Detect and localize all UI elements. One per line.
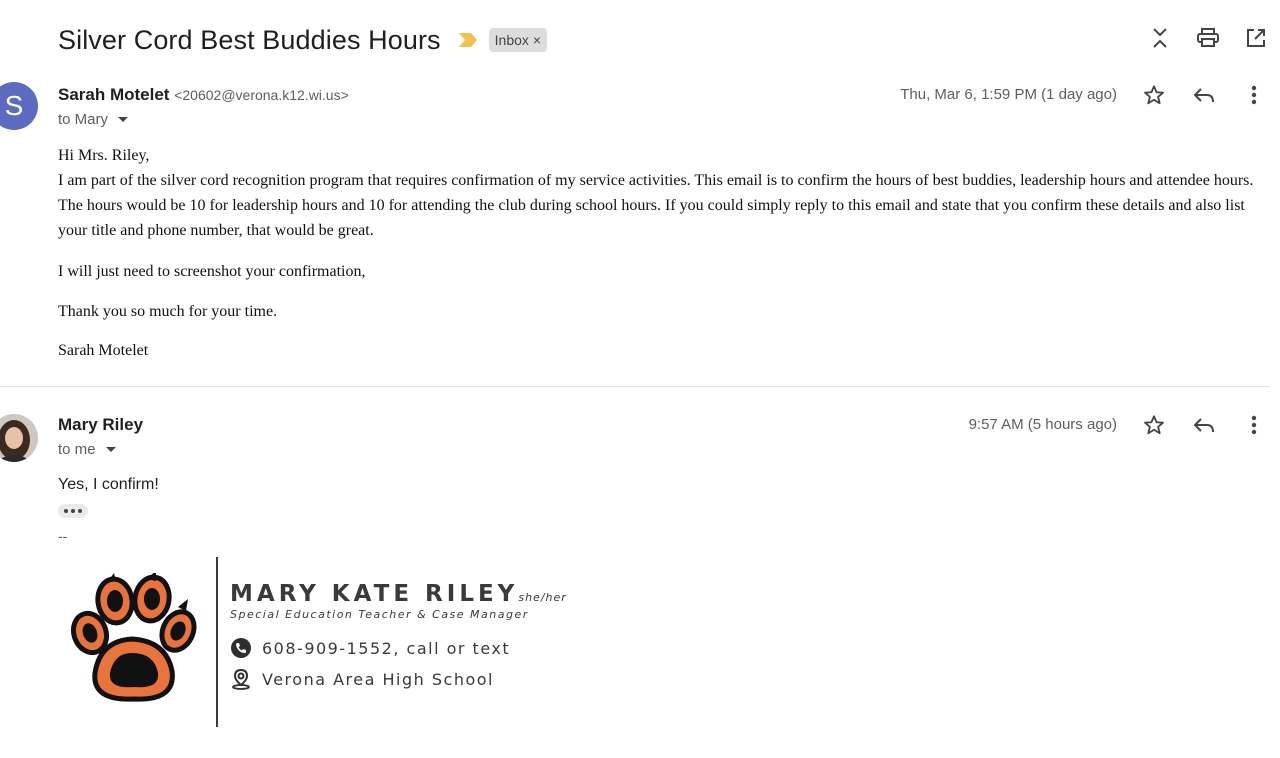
thread-subject: Silver Cord Best Buddies Hours — [58, 24, 441, 55]
importance-marker-icon[interactable] — [459, 33, 477, 47]
email-signature — [70, 557, 610, 727]
signature-divider — [216, 557, 218, 727]
signature-separator: -- — [58, 528, 68, 544]
phone-icon — [230, 637, 252, 659]
message-divider — [0, 386, 1270, 387]
show-trimmed-content-button[interactable] — [58, 504, 88, 518]
recipients-toggle[interactable] — [58, 111, 128, 128]
body-paragraph: I am part of the silver cord recognition program that requires confirmation of my service activities. This email is to confirm the hours of best buddies, leadership hours and attendee hours. The hours would be 10 for leadership hours and 10 for attending the club during school hours. If you could simply reply to this email and state that you confirm these details and also list your title and phone number, that would be great. — [58, 172, 1254, 239]
more-options-icon[interactable] — [1242, 83, 1266, 107]
signature-title: Special Education Teacher & Case Manager — [230, 608, 529, 621]
inbox-label-chip[interactable] — [489, 28, 547, 52]
message-actions — [1142, 413, 1266, 437]
greeting: Hi Mrs. Riley, — [58, 147, 150, 164]
chevron-down-icon[interactable] — [106, 447, 116, 452]
sender-name[interactable]: Sarah Motelet — [58, 85, 170, 104]
recipients-text: to me — [58, 441, 96, 458]
avatar[interactable]: S — [0, 82, 38, 130]
message-date: 9:57 AM (5 hours ago) — [968, 416, 1117, 433]
location-pin-icon — [230, 668, 252, 690]
signature-pronouns: she/her — [518, 591, 567, 604]
message-date: Thu, Mar 6, 1:59 PM (1 day ago) — [900, 86, 1117, 103]
message-body: Yes, I confirm! — [58, 476, 159, 493]
signature-phone-row — [230, 637, 510, 659]
signature-location: Verona Area High School — [262, 669, 494, 689]
signature-location-row — [230, 668, 494, 690]
recipients-toggle[interactable] — [58, 441, 116, 458]
label-text: Inbox — [494, 32, 529, 48]
reply-icon[interactable] — [1192, 413, 1216, 437]
message-body — [58, 143, 1258, 363]
signoff: Sarah Motelet — [58, 342, 149, 359]
recipients-text: to Mary — [58, 111, 109, 128]
avatar[interactable] — [0, 414, 38, 462]
thread-toolbar — [1148, 26, 1268, 50]
subject-row — [58, 20, 547, 60]
body-paragraph: Thank you so much for your time. — [58, 303, 278, 320]
expand-collapse-icon[interactable] — [1148, 26, 1172, 50]
reply-icon[interactable] — [1192, 83, 1216, 107]
chevron-down-icon[interactable] — [118, 117, 128, 122]
remove-label-icon[interactable]: × — [532, 32, 542, 48]
signature-name-line — [230, 581, 567, 607]
sender-name[interactable]: Mary Riley — [58, 415, 144, 434]
paw-logo-icon — [70, 573, 200, 705]
sender-email: <20602@verona.k12.wi.us> — [174, 87, 349, 103]
more-options-icon[interactable] — [1242, 413, 1266, 437]
sender-header — [58, 85, 349, 105]
body-paragraph: I will just need to screenshot your confirmation, — [58, 263, 366, 280]
open-in-new-window-icon[interactable] — [1244, 26, 1268, 50]
star-icon[interactable] — [1142, 83, 1166, 107]
star-icon[interactable] — [1142, 413, 1166, 437]
signature-phone: 608-909-1552, call or text — [262, 638, 511, 658]
message-actions — [1142, 83, 1266, 107]
sender-header — [58, 415, 143, 435]
signature-name: MARY KATE RILEY — [230, 581, 519, 607]
print-icon[interactable] — [1196, 26, 1220, 50]
